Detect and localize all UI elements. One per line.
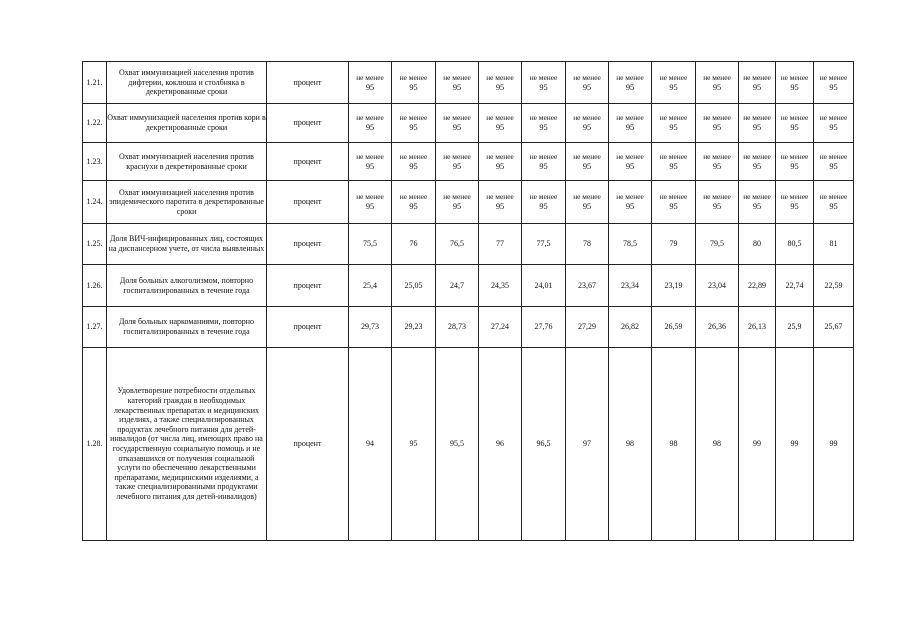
- value-number: 95: [829, 123, 838, 132]
- value-number: 95: [365, 202, 375, 211]
- table-row: [83, 143, 854, 181]
- value-cell: 76: [392, 224, 436, 265]
- value-cell: 99: [814, 348, 854, 541]
- value-cell: [814, 104, 854, 143]
- value-number: 95: [790, 161, 799, 171]
- value-qualifier: не менее: [780, 72, 809, 82]
- value-qualifier: не менее: [703, 72, 731, 82]
- unit-cell: процент: [267, 265, 349, 307]
- value-qualifier: не менее: [486, 113, 514, 122]
- value-cell: 80: [739, 224, 776, 265]
- value-cell: [776, 181, 814, 224]
- value-number: 95: [365, 161, 375, 171]
- value-qualifier: не менее: [443, 192, 471, 201]
- value-cell: [776, 143, 814, 181]
- value-qualifier: не менее: [659, 113, 688, 122]
- value-cell: [392, 181, 436, 224]
- value-cell: 22,74: [776, 265, 814, 307]
- value-cell: [696, 143, 739, 181]
- unit-cell: процент: [267, 62, 349, 104]
- value-number: 95: [409, 202, 418, 211]
- value-qualifier: не менее: [819, 151, 848, 161]
- value-number: 95: [539, 161, 548, 171]
- value-cell: [609, 104, 652, 143]
- value-qualifier: не менее: [659, 72, 688, 82]
- value-qualifier: не менее: [486, 72, 514, 82]
- value-number: 95: [495, 161, 505, 171]
- value-cell: 27,24: [479, 307, 522, 348]
- unit-cell: процент: [267, 307, 349, 348]
- value-number: 95: [495, 123, 505, 132]
- table-row: [83, 348, 854, 541]
- value-number: 95: [452, 161, 462, 171]
- value-cell: 80,5: [776, 224, 814, 265]
- value-cell: 24,7: [436, 265, 479, 307]
- value-cell: 26,13: [739, 307, 776, 348]
- unit-cell: процент: [267, 181, 349, 224]
- value-qualifier: не менее: [703, 151, 731, 161]
- value-cell: 29,73: [349, 307, 392, 348]
- value-cell: [776, 62, 814, 104]
- value-cell: 79: [652, 224, 696, 265]
- value-qualifier: не менее: [819, 192, 848, 201]
- value-number: 95: [625, 202, 635, 211]
- value-number: 95: [790, 82, 799, 92]
- value-qualifier: не менее: [573, 192, 601, 201]
- value-cell: [609, 62, 652, 104]
- value-number: 95: [829, 202, 838, 211]
- value-qualifier: не менее: [486, 192, 514, 201]
- indicator-name: Доля ВИЧ-инфицированных лиц, состоящих на диспансерном учете, от числа выявленных: [107, 224, 267, 265]
- value-number: 95: [452, 82, 462, 92]
- value-cell: [349, 62, 392, 104]
- value-qualifier: не менее: [616, 113, 644, 122]
- value-cell: 27,29: [566, 307, 609, 348]
- value-cell: 28,73: [436, 307, 479, 348]
- table-row: [83, 307, 854, 348]
- value-qualifier: не менее: [616, 192, 644, 201]
- unit-cell: процент: [267, 104, 349, 143]
- value-qualifier: не менее: [573, 72, 601, 82]
- value-cell: 78: [566, 224, 609, 265]
- value-cell: 26,59: [652, 307, 696, 348]
- value-cell: 75,5: [349, 224, 392, 265]
- value-qualifier: не менее: [703, 113, 731, 122]
- value-cell: 81: [814, 224, 854, 265]
- value-number: 95: [712, 202, 722, 211]
- value-number: 95: [582, 82, 592, 92]
- value-qualifier: не менее: [399, 113, 428, 122]
- value-number: 95: [495, 82, 505, 92]
- value-number: 95: [495, 202, 505, 211]
- value-cell: [349, 104, 392, 143]
- value-cell: [436, 181, 479, 224]
- value-number: 95: [752, 123, 762, 132]
- value-number: 95: [669, 202, 678, 211]
- value-number: 95: [582, 161, 592, 171]
- value-qualifier: не менее: [356, 192, 384, 201]
- value-cell: [522, 181, 566, 224]
- value-cell: [696, 181, 739, 224]
- table-row: [83, 181, 854, 224]
- row-number: 1.24.: [83, 181, 107, 224]
- value-qualifier: не менее: [659, 151, 688, 161]
- row-number: 1.25.: [83, 224, 107, 265]
- row-number: 1.26.: [83, 265, 107, 307]
- value-number: 95: [582, 202, 592, 211]
- value-cell: [522, 104, 566, 143]
- value-number: 95: [625, 123, 635, 132]
- value-cell: 96: [479, 348, 522, 541]
- value-cell: [652, 62, 696, 104]
- value-number: 95: [539, 202, 548, 211]
- value-cell: [436, 143, 479, 181]
- value-cell: [814, 181, 854, 224]
- table-body: [83, 62, 854, 541]
- value-cell: 23,04: [696, 265, 739, 307]
- value-number: 95: [712, 161, 722, 171]
- value-number: 95: [625, 82, 635, 92]
- row-number: 1.27.: [83, 307, 107, 348]
- value-number: 95: [712, 82, 722, 92]
- indicator-name: Удовлетворение потребности отдельных категорий граждан в необходимых лекарственных препаратах и медицинских изделиях, а также специализированных продуктах лечебного питания для детей-инвалидов (от числа лиц, имеющих право на государственную социальную помощь и не отказавшихся от получения социальной услуги по обеспечению лекарственными препаратами, медицинскими изделиями, а также специализированными продуктами лечебного питания для детей-инвалидов): [107, 348, 267, 541]
- value-qualifier: не менее: [780, 151, 809, 161]
- value-number: 95: [669, 82, 678, 92]
- value-cell: [696, 104, 739, 143]
- indicator-name: Доля больных алкоголизмом, повторно госпитализированных в течение года: [107, 265, 267, 307]
- value-cell: [392, 62, 436, 104]
- value-qualifier: не менее: [356, 72, 384, 82]
- value-number: 95: [365, 123, 375, 132]
- row-number: 1.23.: [83, 143, 107, 181]
- value-cell: [479, 181, 522, 224]
- value-number: 95: [625, 161, 635, 171]
- value-cell: 98: [609, 348, 652, 541]
- value-cell: 26,82: [609, 307, 652, 348]
- value-qualifier: не менее: [616, 72, 644, 82]
- value-cell: 29,23: [392, 307, 436, 348]
- value-cell: 99: [776, 348, 814, 541]
- value-cell: [566, 181, 609, 224]
- value-cell: [776, 104, 814, 143]
- value-qualifier: не менее: [443, 72, 471, 82]
- value-cell: [479, 62, 522, 104]
- value-cell: [739, 62, 776, 104]
- table-row: [83, 265, 854, 307]
- value-cell: 79,5: [696, 224, 739, 265]
- value-cell: 98: [652, 348, 696, 541]
- value-cell: 22,59: [814, 265, 854, 307]
- value-cell: [522, 143, 566, 181]
- value-number: 95: [452, 202, 462, 211]
- value-number: 95: [409, 82, 418, 92]
- value-number: 95: [790, 123, 799, 132]
- row-number: 1.21.: [83, 62, 107, 104]
- value-number: 95: [669, 123, 678, 132]
- row-number: 1.22.: [83, 104, 107, 143]
- value-number: 95: [582, 123, 592, 132]
- value-qualifier: не менее: [529, 151, 558, 161]
- value-cell: 76,5: [436, 224, 479, 265]
- value-cell: 25,05: [392, 265, 436, 307]
- unit-cell: процент: [267, 143, 349, 181]
- indicator-name: Доля больных наркоманиями, повторно госпитализированных в течение года: [107, 307, 267, 348]
- value-cell: 26,36: [696, 307, 739, 348]
- value-number: 95: [752, 202, 762, 211]
- value-cell: [609, 143, 652, 181]
- value-cell: [349, 181, 392, 224]
- value-qualifier: не менее: [399, 151, 428, 161]
- value-cell: [349, 143, 392, 181]
- value-qualifier: не менее: [743, 72, 771, 82]
- unit-cell: процент: [267, 348, 349, 541]
- indicators-table: [82, 61, 854, 541]
- value-cell: 25,67: [814, 307, 854, 348]
- value-cell: 97: [566, 348, 609, 541]
- table-row: [83, 224, 854, 265]
- row-number: 1.28.: [83, 348, 107, 541]
- value-cell: [609, 181, 652, 224]
- value-qualifier: не менее: [819, 72, 848, 82]
- value-cell: [814, 143, 854, 181]
- indicator-name: Охват иммунизацией населения против дифтерии, коклюша и столбняка в декретированные сроки: [107, 62, 267, 104]
- value-cell: [566, 104, 609, 143]
- value-qualifier: не менее: [659, 192, 688, 201]
- value-cell: [522, 62, 566, 104]
- value-qualifier: не менее: [703, 192, 731, 201]
- value-cell: 25,9: [776, 307, 814, 348]
- value-cell: [566, 62, 609, 104]
- value-number: 95: [752, 82, 762, 92]
- value-cell: 94: [349, 348, 392, 541]
- value-cell: 77,5: [522, 224, 566, 265]
- value-number: 95: [669, 161, 678, 171]
- value-qualifier: не менее: [573, 113, 601, 122]
- value-cell: 24,35: [479, 265, 522, 307]
- value-cell: [739, 104, 776, 143]
- value-qualifier: не менее: [399, 192, 428, 201]
- value-qualifier: не менее: [399, 72, 428, 82]
- value-cell: 95,5: [436, 348, 479, 541]
- value-cell: 22,89: [739, 265, 776, 307]
- value-qualifier: не менее: [443, 113, 471, 122]
- value-cell: 99: [739, 348, 776, 541]
- value-cell: [436, 62, 479, 104]
- value-cell: [739, 181, 776, 224]
- indicator-name: Охват иммунизацией населения против кори в декретированные сроки: [107, 104, 267, 143]
- value-number: 95: [409, 123, 418, 132]
- value-cell: 95: [392, 348, 436, 541]
- value-number: 95: [539, 82, 548, 92]
- value-qualifier: не менее: [780, 192, 809, 201]
- unit-cell: процент: [267, 224, 349, 265]
- value-number: 95: [829, 161, 838, 171]
- value-qualifier: не менее: [529, 192, 558, 201]
- value-cell: [739, 143, 776, 181]
- value-cell: [814, 62, 854, 104]
- value-cell: [436, 104, 479, 143]
- value-cell: [479, 104, 522, 143]
- table-row: [83, 104, 854, 143]
- value-cell: [652, 143, 696, 181]
- value-qualifier: не менее: [529, 72, 558, 82]
- value-cell: 78,5: [609, 224, 652, 265]
- value-cell: 25,4: [349, 265, 392, 307]
- value-cell: 23,67: [566, 265, 609, 307]
- value-qualifier: не менее: [356, 151, 384, 161]
- value-qualifier: не менее: [743, 151, 771, 161]
- value-number: 95: [539, 123, 548, 132]
- value-qualifier: не менее: [780, 113, 809, 122]
- indicator-name: Охват иммунизацией населения против краснухи в декретированные сроки: [107, 143, 267, 181]
- value-cell: 98: [696, 348, 739, 541]
- table-row: [83, 62, 854, 104]
- value-qualifier: не менее: [573, 151, 601, 161]
- value-cell: [392, 143, 436, 181]
- value-qualifier: не менее: [486, 151, 514, 161]
- value-cell: [652, 181, 696, 224]
- value-cell: 24,01: [522, 265, 566, 307]
- value-qualifier: не менее: [616, 151, 644, 161]
- value-number: 95: [790, 202, 799, 211]
- value-number: 95: [452, 123, 462, 132]
- value-number: 95: [752, 161, 762, 171]
- value-qualifier: не менее: [356, 113, 384, 122]
- value-cell: [696, 62, 739, 104]
- value-cell: 23,34: [609, 265, 652, 307]
- value-qualifier: не менее: [743, 192, 771, 201]
- value-cell: 23,19: [652, 265, 696, 307]
- value-cell: 77: [479, 224, 522, 265]
- value-qualifier: не менее: [443, 151, 471, 161]
- value-number: 95: [829, 82, 838, 92]
- value-cell: [479, 143, 522, 181]
- value-number: 95: [409, 161, 418, 171]
- value-qualifier: не менее: [529, 113, 558, 122]
- indicator-name: Охват иммунизацией населения против эпидемического паротита в декретированные сроки: [107, 181, 267, 224]
- value-number: 95: [365, 82, 375, 92]
- value-cell: [566, 143, 609, 181]
- value-cell: 27,76: [522, 307, 566, 348]
- value-number: 95: [712, 123, 722, 132]
- value-cell: [392, 104, 436, 143]
- value-cell: [652, 104, 696, 143]
- value-qualifier: не менее: [743, 113, 771, 122]
- value-qualifier: не менее: [819, 113, 848, 122]
- value-cell: 96,5: [522, 348, 566, 541]
